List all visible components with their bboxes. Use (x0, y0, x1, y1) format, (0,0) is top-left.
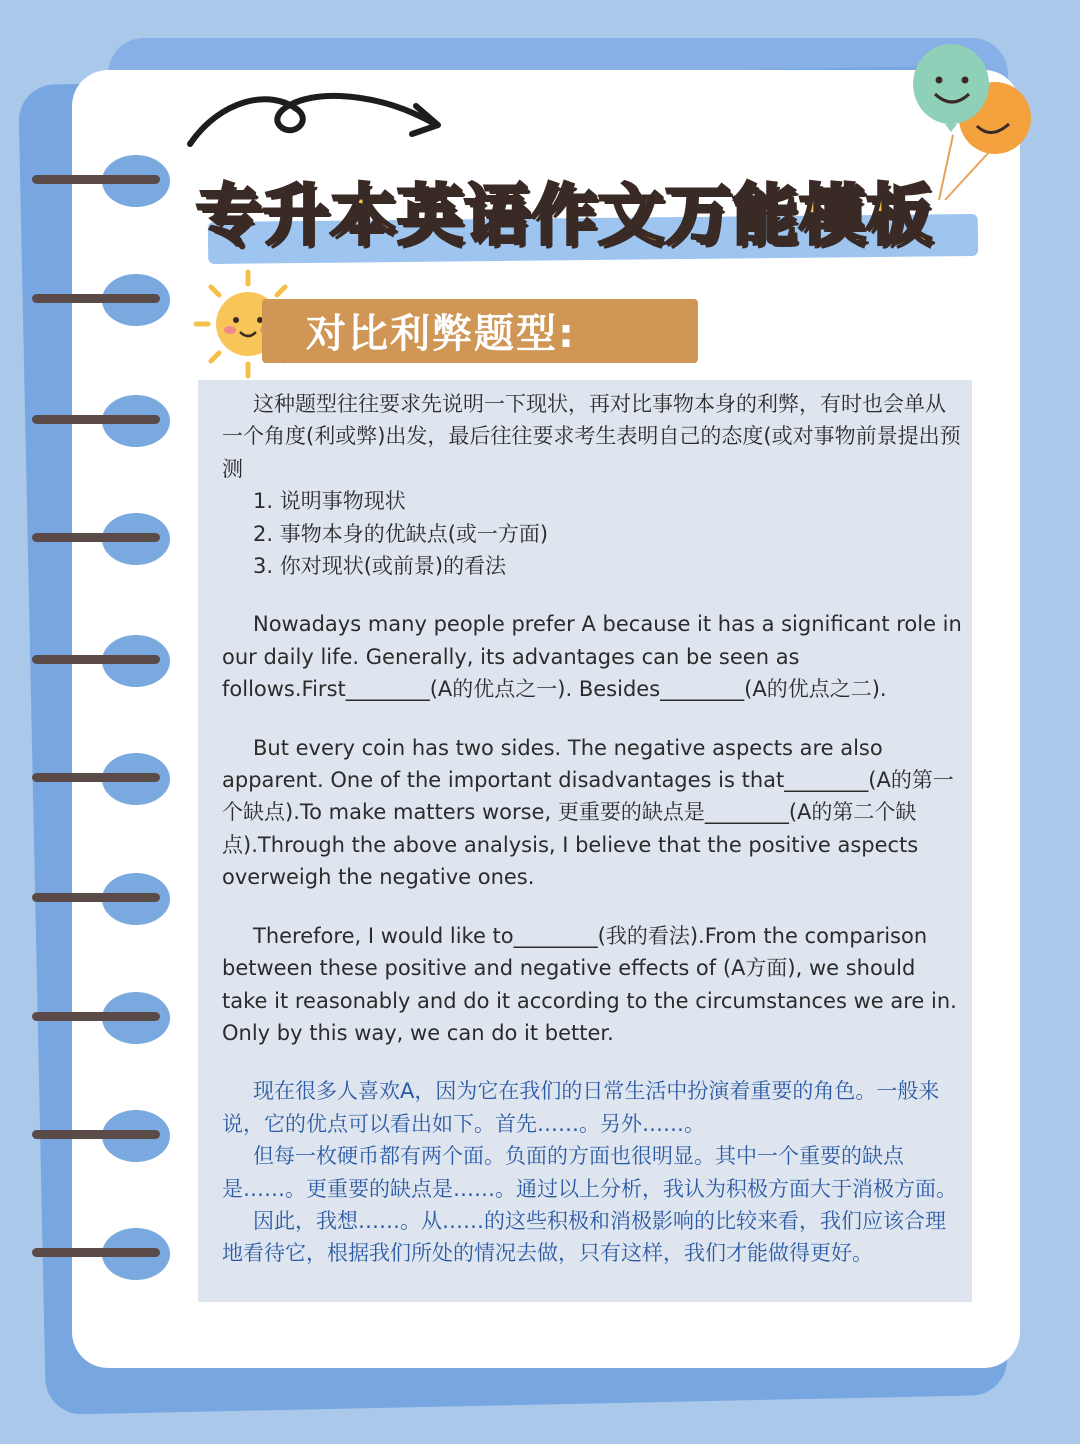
spacer (222, 1049, 962, 1075)
english-paragraph-2: But every coin has two sides. The negative aspects are also apparent. One of the important disadvantages is that________(A的第一个缺点).To make matters worse, 更重要的缺点是________(A的第二个缺点).Through the above analysis, I believe that the positive aspects overweigh the negative ones. (222, 735, 954, 890)
chinese-paragraph-2: 但每一枚硬币都有两个面。负面的方面也很明显。其中一个重要的缺点是……。更重要的缺点是……。通过以上分析，我认为积极方面大于消极方面。 (222, 1144, 957, 1201)
binder-ring (0, 393, 180, 453)
content-text (222, 388, 962, 1270)
binder-ring (0, 1108, 180, 1168)
ring-wire (32, 655, 160, 664)
intro-paragraph: 这种题型往往要求先说明一下现状，再对比事物本身的利弊，有时也会单从一个角度(利或弊)出发，最后往往要求考生表明自己的态度(或对事物前景提出预测 (222, 392, 961, 481)
binder-ring (0, 751, 180, 811)
binder-ring (0, 511, 180, 571)
section-heading: 对比利弊题型: (306, 311, 576, 357)
step-item: 2. 事物本身的优缺点(或一方面) (253, 521, 549, 546)
ring-wire (32, 415, 160, 424)
english-paragraph-3: Therefore, I would like to________(我的看法).From the comparison between these positive and negative effects of (A方面), we should take it reasonably and do it according to the circumstances we are in. Only by this way, we can do it better. (222, 923, 957, 1045)
ring-wire (32, 893, 160, 902)
ring-wire (32, 1012, 160, 1021)
step-item: 1. 说明事物现状 (253, 489, 406, 514)
ring-wire (32, 1130, 160, 1139)
page-title: 专升本英语作文万能模板 (196, 177, 933, 254)
ring-wire (32, 294, 160, 303)
spacer (222, 894, 962, 920)
binder-ring (0, 1226, 180, 1286)
binder-ring (0, 272, 180, 332)
binder-ring (0, 153, 180, 213)
curly-arrow-icon (180, 80, 450, 160)
chinese-paragraph-3: 因此，我想……。从……的这些积极和消极影响的比较来看，我们应该合理地看待它，根据我们所处的情况去做，只有这样，我们才能做得更好。 (222, 1208, 946, 1266)
spacer (222, 582, 962, 608)
title-block (196, 160, 956, 270)
ring-wire (32, 1248, 160, 1257)
spacer (222, 706, 962, 732)
ring-wire (32, 175, 160, 184)
english-paragraph-1: Nowadays many people prefer A because it has a significant role in our daily life. Generally, its advantages can be seen as follows.First________(A的优点之一). Besides________(A的优点之二). (222, 612, 962, 702)
binder-ring (0, 871, 180, 931)
binder-ring (0, 633, 180, 693)
chinese-paragraph-1: 现在很多人喜欢A，因为它在我们的日常生活中扮演着重要的角色。一般来说，它的优点可以看出如下。首先……。另外……。 (222, 1079, 940, 1136)
binder-ring (0, 990, 180, 1050)
step-item: 3. 你对现状(或前景)的看法 (253, 554, 507, 579)
ring-wire (32, 533, 160, 542)
ring-wire (32, 773, 160, 782)
